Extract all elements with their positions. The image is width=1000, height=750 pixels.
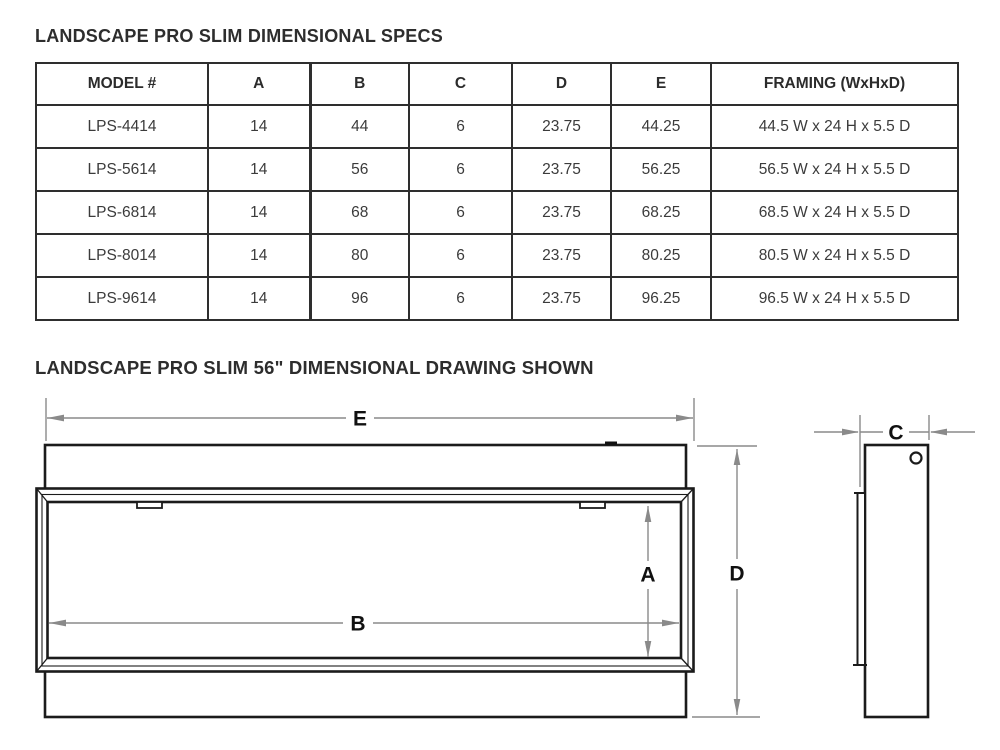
spec-cell: 96.25	[611, 277, 711, 320]
spec-cell: 23.75	[512, 105, 611, 148]
table-row	[36, 105, 958, 148]
spec-cell: 80	[310, 234, 409, 277]
header-a: A	[208, 63, 310, 105]
table-header-row	[36, 63, 958, 105]
spec-cell: 23.75	[512, 148, 611, 191]
spec-cell: 44.25	[611, 105, 711, 148]
spec-cell: 23.75	[512, 277, 611, 320]
dim-label-b: B	[350, 612, 366, 636]
model-cell: LPS-9614	[36, 277, 208, 320]
table-row	[36, 148, 958, 191]
header-framing: FRAMING (WxHxD)	[711, 63, 958, 105]
spec-cell: 14	[208, 105, 310, 148]
spec-cell: 6	[409, 105, 512, 148]
spec-cell: 6	[409, 277, 512, 320]
arrow-right-icon	[676, 415, 693, 422]
spec-cell: 44.5 W x 24 H x 5.5 D	[711, 105, 958, 148]
dim-label-a: A	[640, 563, 656, 587]
table-row	[36, 234, 958, 277]
spec-cell: 96.5 W x 24 H x 5.5 D	[711, 277, 958, 320]
drawing-title: LANDSCAPE PRO SLIM 56" DIMENSIONAL DRAWING SHOWN	[35, 357, 594, 378]
header-b: B	[310, 63, 409, 105]
hole-circle-icon	[911, 453, 922, 464]
dimensional-drawing	[0, 388, 1000, 750]
spec-cell: 68.5 W x 24 H x 5.5 D	[711, 191, 958, 234]
arrow-right-icon	[842, 429, 859, 436]
spec-cell: 14	[208, 191, 310, 234]
dim-label-e: E	[352, 407, 368, 431]
header-e: E	[611, 63, 711, 105]
dim-label-c: C	[888, 421, 904, 445]
spec-cell: 6	[409, 148, 512, 191]
table-row	[36, 277, 958, 320]
spec-cell: 23.75	[512, 234, 611, 277]
model-cell: LPS-8014	[36, 234, 208, 277]
glass-clip-left	[137, 502, 162, 508]
spec-cell: 44	[310, 105, 409, 148]
spec-cell: 14	[208, 148, 310, 191]
arrow-down-icon	[734, 699, 741, 715]
spec-cell: 56	[310, 148, 409, 191]
header-model: MODEL #	[36, 63, 208, 105]
spec-cell: 6	[409, 191, 512, 234]
spec-cell: 56.25	[611, 148, 711, 191]
spec-table-title: LANDSCAPE PRO SLIM DIMENSIONAL SPECS	[35, 26, 443, 46]
spec-cell: 80.25	[611, 234, 711, 277]
spec-cell: 56.5 W x 24 H x 5.5 D	[711, 148, 958, 191]
side-view	[853, 445, 928, 717]
spec-cell: 96	[310, 277, 409, 320]
dimensional-spec-table	[35, 62, 959, 321]
spec-cell: 68.25	[611, 191, 711, 234]
glass-clip-right	[580, 502, 605, 508]
arrow-left-icon	[930, 429, 947, 436]
side-body-outline	[865, 445, 928, 717]
model-cell: LPS-5614	[36, 148, 208, 191]
dim-d	[692, 446, 760, 717]
side-bezel-strip	[858, 493, 866, 665]
top-edge-notch	[605, 442, 617, 446]
spec-cell: 14	[208, 234, 310, 277]
header-c: C	[409, 63, 512, 105]
model-cell: LPS-6814	[36, 191, 208, 234]
spec-cell: 6	[409, 234, 512, 277]
front-view	[37, 442, 694, 718]
dim-label-d: D	[729, 562, 745, 586]
spec-table-body	[36, 105, 958, 320]
arrow-up-icon	[734, 449, 741, 465]
table-row	[36, 191, 958, 234]
dim-e	[46, 398, 694, 441]
spec-cell: 14	[208, 277, 310, 320]
spec-cell: 23.75	[512, 191, 611, 234]
spec-cell: 68	[310, 191, 409, 234]
model-cell: LPS-4414	[36, 105, 208, 148]
spec-cell: 80.5 W x 24 H x 5.5 D	[711, 234, 958, 277]
arrow-left-icon	[47, 415, 64, 422]
header-d: D	[512, 63, 611, 105]
